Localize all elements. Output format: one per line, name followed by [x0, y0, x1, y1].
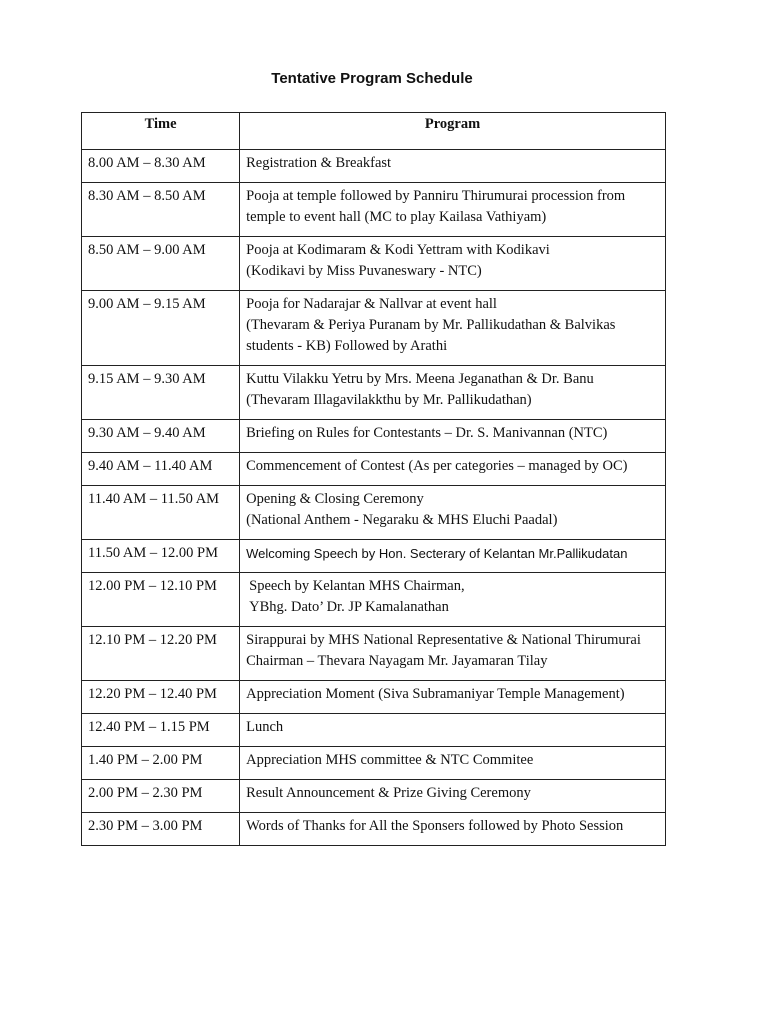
- program-line: Appreciation MHS committee & NTC Commitee: [246, 752, 534, 768]
- program-cell: [240, 573, 666, 627]
- table-row: [82, 540, 666, 573]
- time-header: Time: [82, 113, 240, 150]
- time-cell: 8.00 AM – 8.30 AM: [82, 150, 240, 183]
- program-line: Opening & Closing Ceremony: [246, 491, 424, 507]
- program-line: Chairman – Thevara Nayagam Mr. Jayamaran Tilay: [246, 653, 548, 669]
- program-line: Welcoming Speech by Hon. Secterary of Kelantan Mr.Pallikudatan: [246, 546, 628, 561]
- program-line: Pooja for Nadarajar & Nallvar at event hall: [246, 296, 497, 312]
- header-row: [82, 113, 666, 150]
- time-cell: 12.10 PM – 12.20 PM: [82, 627, 240, 681]
- time-cell: 8.50 AM – 9.00 AM: [82, 237, 240, 291]
- program-line: YBhg. Dato’ Dr. JP Kamalanathan: [249, 599, 449, 615]
- table-row: [82, 714, 666, 747]
- program-line: Lunch: [246, 719, 284, 735]
- program-line: (Kodikavi by Miss Puvaneswary - NTC): [246, 263, 482, 279]
- schedule-body: [82, 150, 666, 846]
- program-line: Commencement of Contest (As per categories – managed by OC): [246, 458, 628, 474]
- time-cell: 9.00 AM – 9.15 AM: [82, 291, 240, 366]
- program-cell: [240, 366, 666, 420]
- program-line: Speech by Kelantan MHS Chairman,: [249, 578, 465, 594]
- program-cell: [240, 813, 666, 846]
- program-cell: [240, 780, 666, 813]
- program-line: Words of Thanks for All the Sponsers followed by Photo Session: [246, 818, 624, 834]
- table-row: [82, 573, 666, 627]
- program-line: (National Anthem - Negaraku & MHS Eluchi Paadal): [246, 512, 558, 528]
- program-cell: [240, 747, 666, 780]
- program-line: (Thevaram Illagavilakkthu by Mr. Pallikudathan): [246, 392, 532, 408]
- program-header: Program: [240, 113, 666, 150]
- table-row: [82, 486, 666, 540]
- time-cell: 9.40 AM – 11.40 AM: [82, 453, 240, 486]
- table-row: [82, 453, 666, 486]
- program-cell: [240, 237, 666, 291]
- time-cell: 12.20 PM – 12.40 PM: [82, 681, 240, 714]
- time-cell: 12.00 PM – 12.10 PM: [82, 573, 240, 627]
- program-cell: [240, 714, 666, 747]
- time-cell: 11.50 AM – 12.00 PM: [82, 540, 240, 573]
- program-line: Result Announcement & Prize Giving Ceremony: [246, 785, 531, 801]
- time-cell: 12.40 PM – 1.15 PM: [82, 714, 240, 747]
- table-row: [82, 150, 666, 183]
- program-cell: [240, 150, 666, 183]
- program-cell: [240, 420, 666, 453]
- program-line: (Thevaram & Periya Puranam by Mr. Pallikudathan & Balvikas: [246, 317, 616, 333]
- table-row: [82, 813, 666, 846]
- program-line: Registration & Breakfast: [246, 155, 392, 171]
- program-line: Appreciation Moment (Siva Subramaniyar Temple Management): [246, 686, 625, 702]
- page-title: Tentative Program Schedule: [271, 70, 473, 87]
- program-cell: [240, 291, 666, 366]
- table-row: [82, 681, 666, 714]
- table-row: [82, 420, 666, 453]
- table-row: [82, 780, 666, 813]
- program-cell: [240, 540, 666, 573]
- table-row: [82, 366, 666, 420]
- program-line: Pooja at temple followed by Panniru Thirumurai procession from: [246, 188, 626, 204]
- schedule-table: [81, 112, 666, 846]
- time-cell: 2.30 PM – 3.00 PM: [82, 813, 240, 846]
- program-cell: [240, 486, 666, 540]
- program-cell: [240, 681, 666, 714]
- program-line: Sirappurai by MHS National Representative & National Thirumurai: [246, 632, 641, 648]
- program-line: students - KB) Followed by Arathi: [246, 338, 448, 354]
- program-cell: [240, 627, 666, 681]
- program-line: Kuttu Vilakku Yetru by Mrs. Meena Jeganathan & Dr. Banu: [246, 371, 594, 387]
- time-cell: 9.30 AM – 9.40 AM: [82, 420, 240, 453]
- time-cell: 2.00 PM – 2.30 PM: [82, 780, 240, 813]
- table-row: [82, 627, 666, 681]
- time-cell: 9.15 AM – 9.30 AM: [82, 366, 240, 420]
- table-row: [82, 237, 666, 291]
- program-cell: [240, 183, 666, 237]
- program-line: Pooja at Kodimaram & Kodi Yettram with Kodikavi: [246, 242, 550, 258]
- time-cell: 1.40 PM – 2.00 PM: [82, 747, 240, 780]
- time-cell: 11.40 AM – 11.50 AM: [82, 486, 240, 540]
- program-line: Briefing on Rules for Contestants – Dr. S. Manivannan (NTC): [246, 425, 608, 441]
- table-row: [82, 291, 666, 366]
- time-cell: 8.30 AM – 8.50 AM: [82, 183, 240, 237]
- table-row: [82, 747, 666, 780]
- program-line: temple to event hall (MC to play Kailasa Vathiyam): [246, 209, 547, 225]
- table-row: [82, 183, 666, 237]
- program-cell: [240, 453, 666, 486]
